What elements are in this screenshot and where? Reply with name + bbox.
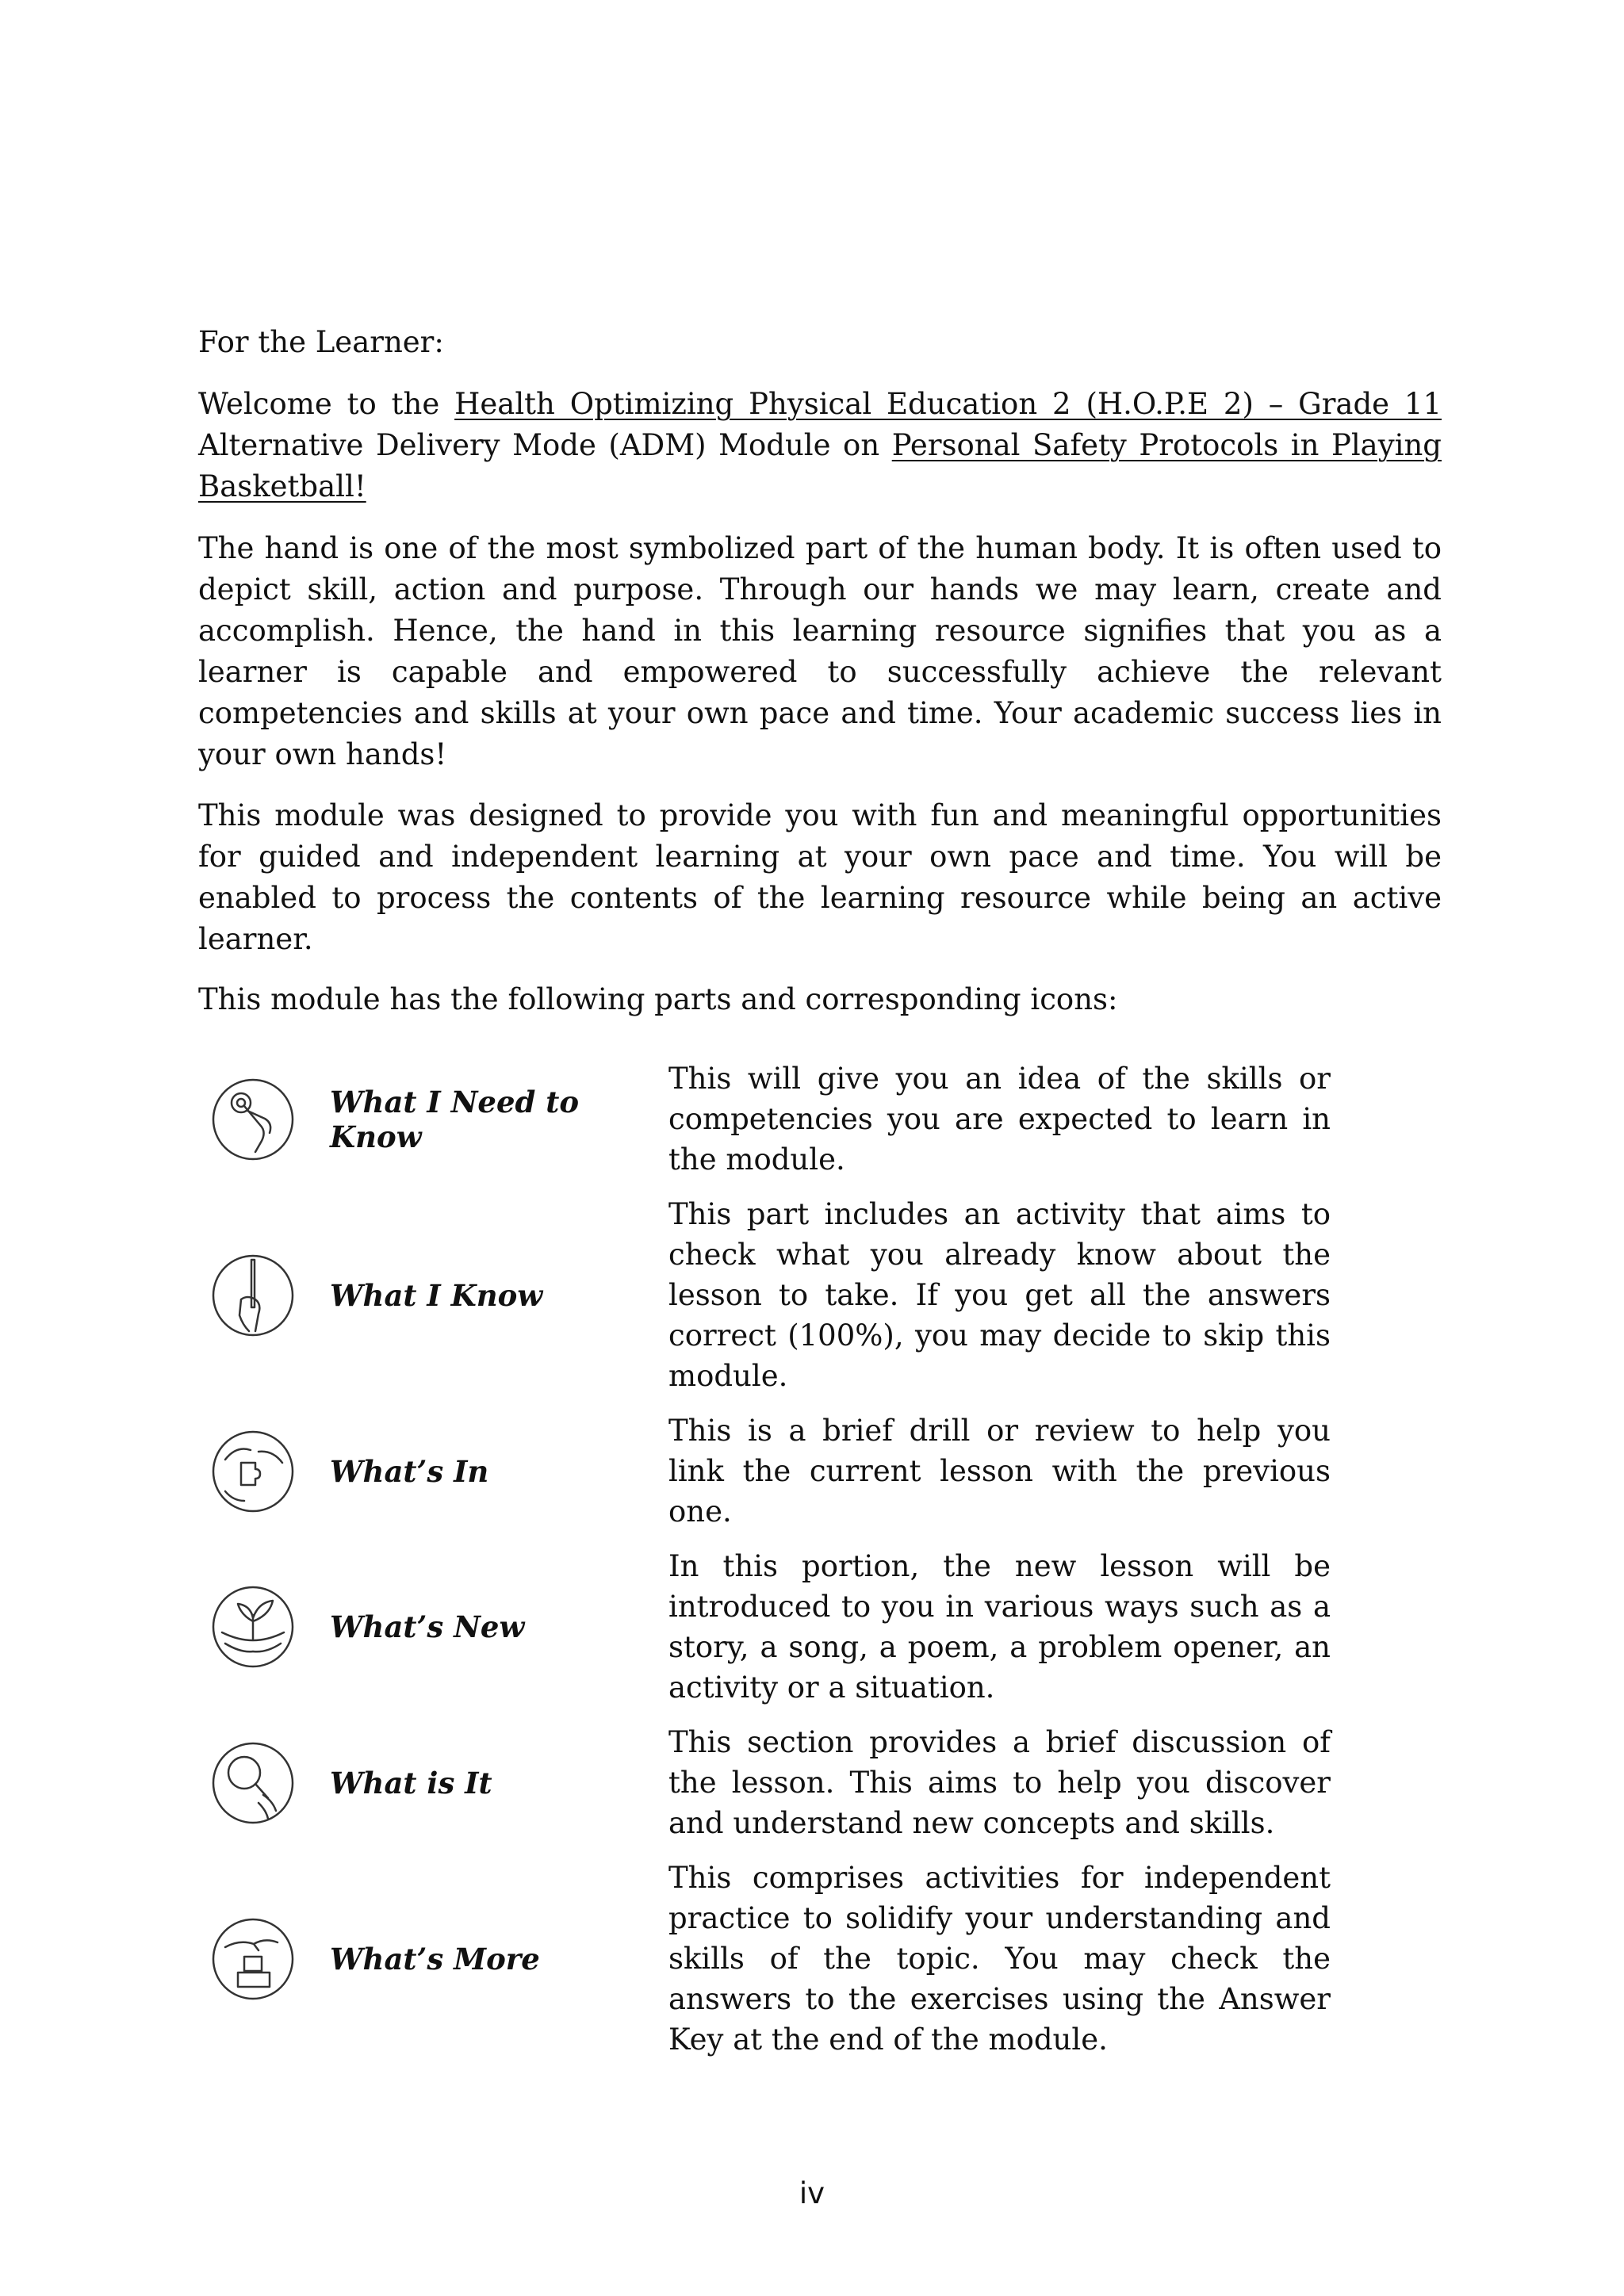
part-row-what-is-it [198, 1722, 1419, 1843]
part-row-what-i-know [198, 1194, 1419, 1396]
part-label: What’s More [330, 1941, 540, 1976]
part-label: What is It [330, 1765, 492, 1800]
part-label: What I Need to Know [330, 1084, 580, 1154]
hands-puzzle-icon [209, 1428, 297, 1515]
hand-stacking-blocks-icon [209, 1915, 297, 2003]
parts-list [198, 1058, 1419, 2074]
module-title: Health Optimizing Physical Education 2 (H.O.P.E 2) – Grade 11 [454, 387, 1442, 421]
greeting: For the Learner: [198, 325, 444, 359]
welcome-paragraph [198, 384, 1442, 507]
part-row-whats-in [198, 1410, 1419, 1532]
part-description: This is a brief drill or review to help you link the current lesson with the previous one. [668, 1414, 1331, 1529]
hands-plant-icon [209, 1583, 297, 1670]
part-description: This comprises activities for independent practice to solidify your understanding and skills of the topic. You may check the answers to the exercises using the Answer Key at the end of the module. [668, 1861, 1331, 2057]
page-number: iv [799, 2176, 825, 2210]
part-description: In this portion, the new lesson will be introduced to you in various ways such as a story, a song, a poem, a problem opener, an activity or a situation. [668, 1549, 1331, 1705]
part-description: This section provides a brief discussion of the lesson. This aims to help you discover and understand new concepts and skills. [668, 1725, 1331, 1840]
hand-paragraph: The hand is one of the most symbolized part of the human body. It is often used to depict skill, action and purpose. Through our hands we may learn, create and accomplish. Hence, the hand in this learning resource signifies that you as a learner is capable and empowered to successfully achieve the relevant competencies and skills at your own pace and time. Your academic success lies in your own hands! [198, 531, 1442, 771]
part-description: This will give you an idea of the skills or competencies you are expected to learn in the module. [668, 1062, 1331, 1177]
design-paragraph: This module was designed to provide you with fun and meaningful opportunities for guided and independent learning at your own pace and time. You will be enabled to process the contents of the learning resource while being an active learner. [198, 798, 1442, 956]
hand-pressing-button-icon [209, 1076, 297, 1163]
part-row-what-i-need-to-know [198, 1058, 1419, 1180]
welcome-middle: Alternative Delivery Mode (ADM) Module on [198, 428, 892, 462]
part-description: This part includes an activity that aims to check what you already know about the lesson to take. If you get all the answers correct (100%), you may decide to skip this module. [668, 1197, 1331, 1393]
part-row-whats-new [198, 1546, 1419, 1708]
part-label: What’s New [330, 1609, 525, 1644]
welcome-prefix: Welcome to the [198, 387, 455, 421]
hand-holding-pencil-icon [209, 1252, 297, 1339]
module-topic: Personal Safety Protocols in Playing Basketball! [198, 428, 1442, 503]
part-label: What I Know [330, 1277, 543, 1313]
part-label: What’s In [330, 1453, 489, 1489]
magnifying-glass-hand-icon [209, 1739, 297, 1827]
parts-intro: This module has the following parts and corresponding icons: [198, 982, 1118, 1016]
part-row-whats-more [198, 1858, 1419, 2060]
